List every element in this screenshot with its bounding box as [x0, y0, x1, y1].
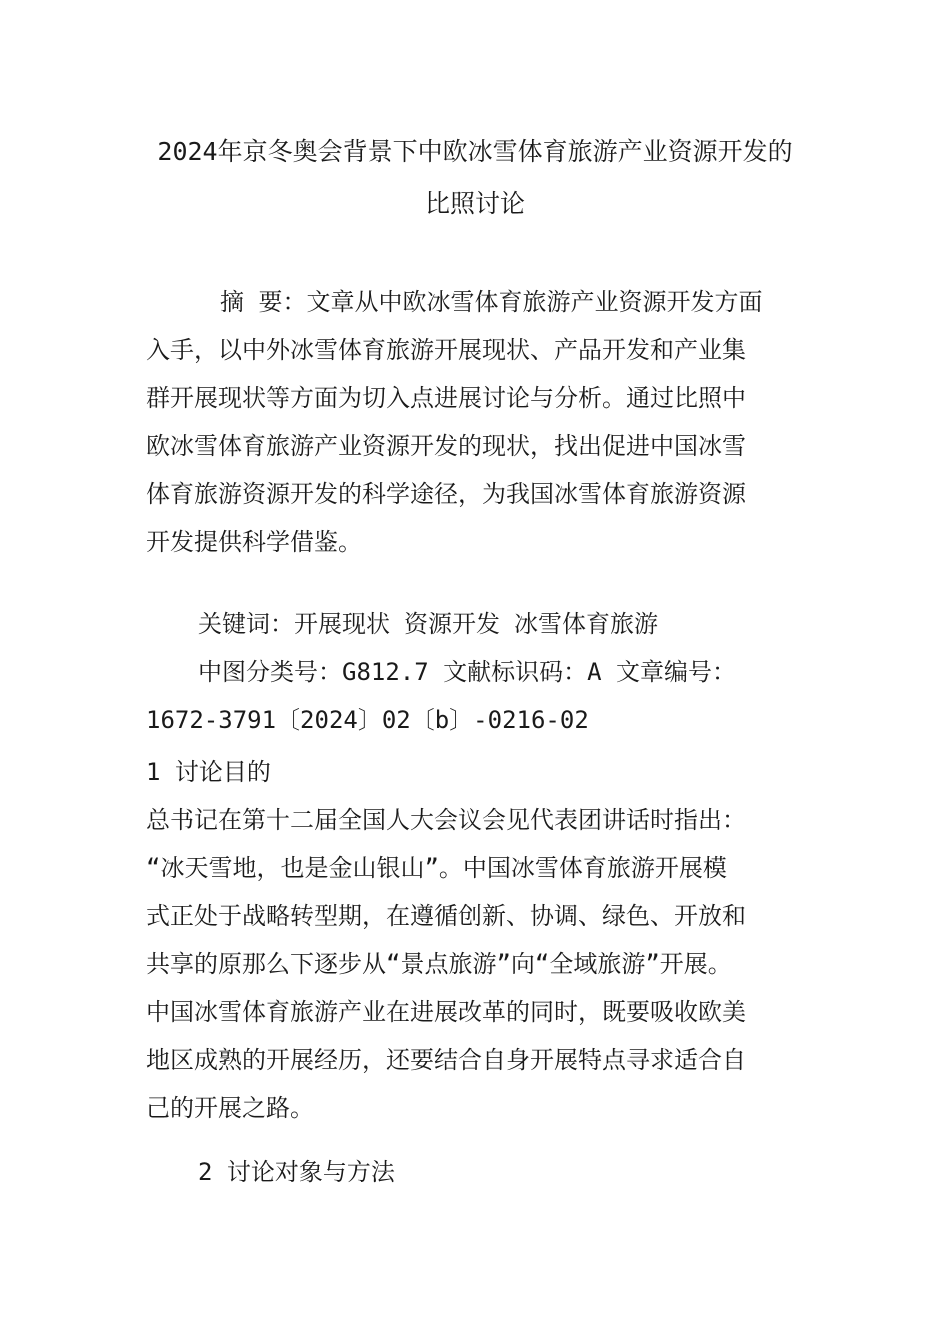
section1-line-5: 中国冰雪体育旅游产业在进展改革的同时，既要吸收欧美 — [146, 998, 746, 1026]
abstract-line-4: 欧冰雪体育旅游产业资源开发的现状，找出促进中国冰雪 — [146, 432, 746, 460]
keyword-item: 资源开发 — [404, 610, 500, 638]
keywords-label: 关键词： — [198, 610, 294, 638]
keyword-item: 冰雪体育旅游 — [514, 610, 658, 638]
classification-line-1: 中图分类号：G812.7 文献标识码：A 文章编号： — [198, 658, 737, 686]
abstract-line-5: 体育旅游资源开发的科学途径，为我国冰雪体育旅游资源 — [146, 480, 746, 508]
keyword-item: 开展现状 — [294, 610, 390, 638]
abstract-line-3: 群开展现状等方面为切入点进展讨论与分析。通过比照中 — [146, 384, 746, 412]
section1-line-3: 式正处于战略转型期，在遵循创新、协调、绿色、开放和 — [146, 902, 746, 930]
abstract-line-1: 文章从中欧冰雪体育旅游产业资源开发方面 — [306, 288, 763, 316]
metadata-section — [146, 600, 806, 744]
section1-line-4: 共享的原那么下逐步从“景点旅游”向“全域旅游”开展。 — [146, 950, 732, 978]
section-research-object — [146, 1148, 806, 1196]
abstract-first-line — [146, 278, 806, 326]
section1-line-2: “冰天雪地，也是金山银山”。中国冰雪体育旅游开展模 — [146, 854, 727, 882]
abstract-line-2: 入手，以中外冰雪体育旅游开展现状、产品开发和产业集 — [146, 336, 746, 364]
section2-heading: 2 讨论对象与方法 — [198, 1158, 395, 1186]
title-line-2: 比照讨论 — [424, 189, 525, 218]
section1-line-6: 地区成熟的开展经历，还要结合自身开展特点寻求适合自 — [146, 1046, 746, 1074]
section1-line-7: 己的开展之路。 — [146, 1094, 314, 1122]
section-research-purpose — [146, 748, 806, 1132]
classification-line-2: 1672-3791〔2024〕02〔b〕-0216-02 — [146, 706, 589, 734]
keywords-line — [146, 600, 806, 648]
document-title — [110, 126, 840, 230]
abstract-label: 摘 要： — [220, 288, 307, 316]
abstract-line-6: 开发提供科学借鉴。 — [146, 528, 362, 556]
abstract-section — [146, 278, 806, 566]
title-line-1: 2024年京冬奥会背景下中欧冰雪体育旅游产业资源开发的 — [157, 137, 793, 166]
section1-line-1: 总书记在第十二届全国人大会议会见代表团讲话时指出： — [146, 806, 746, 834]
section1-heading: 1 讨论目的 — [146, 758, 271, 786]
